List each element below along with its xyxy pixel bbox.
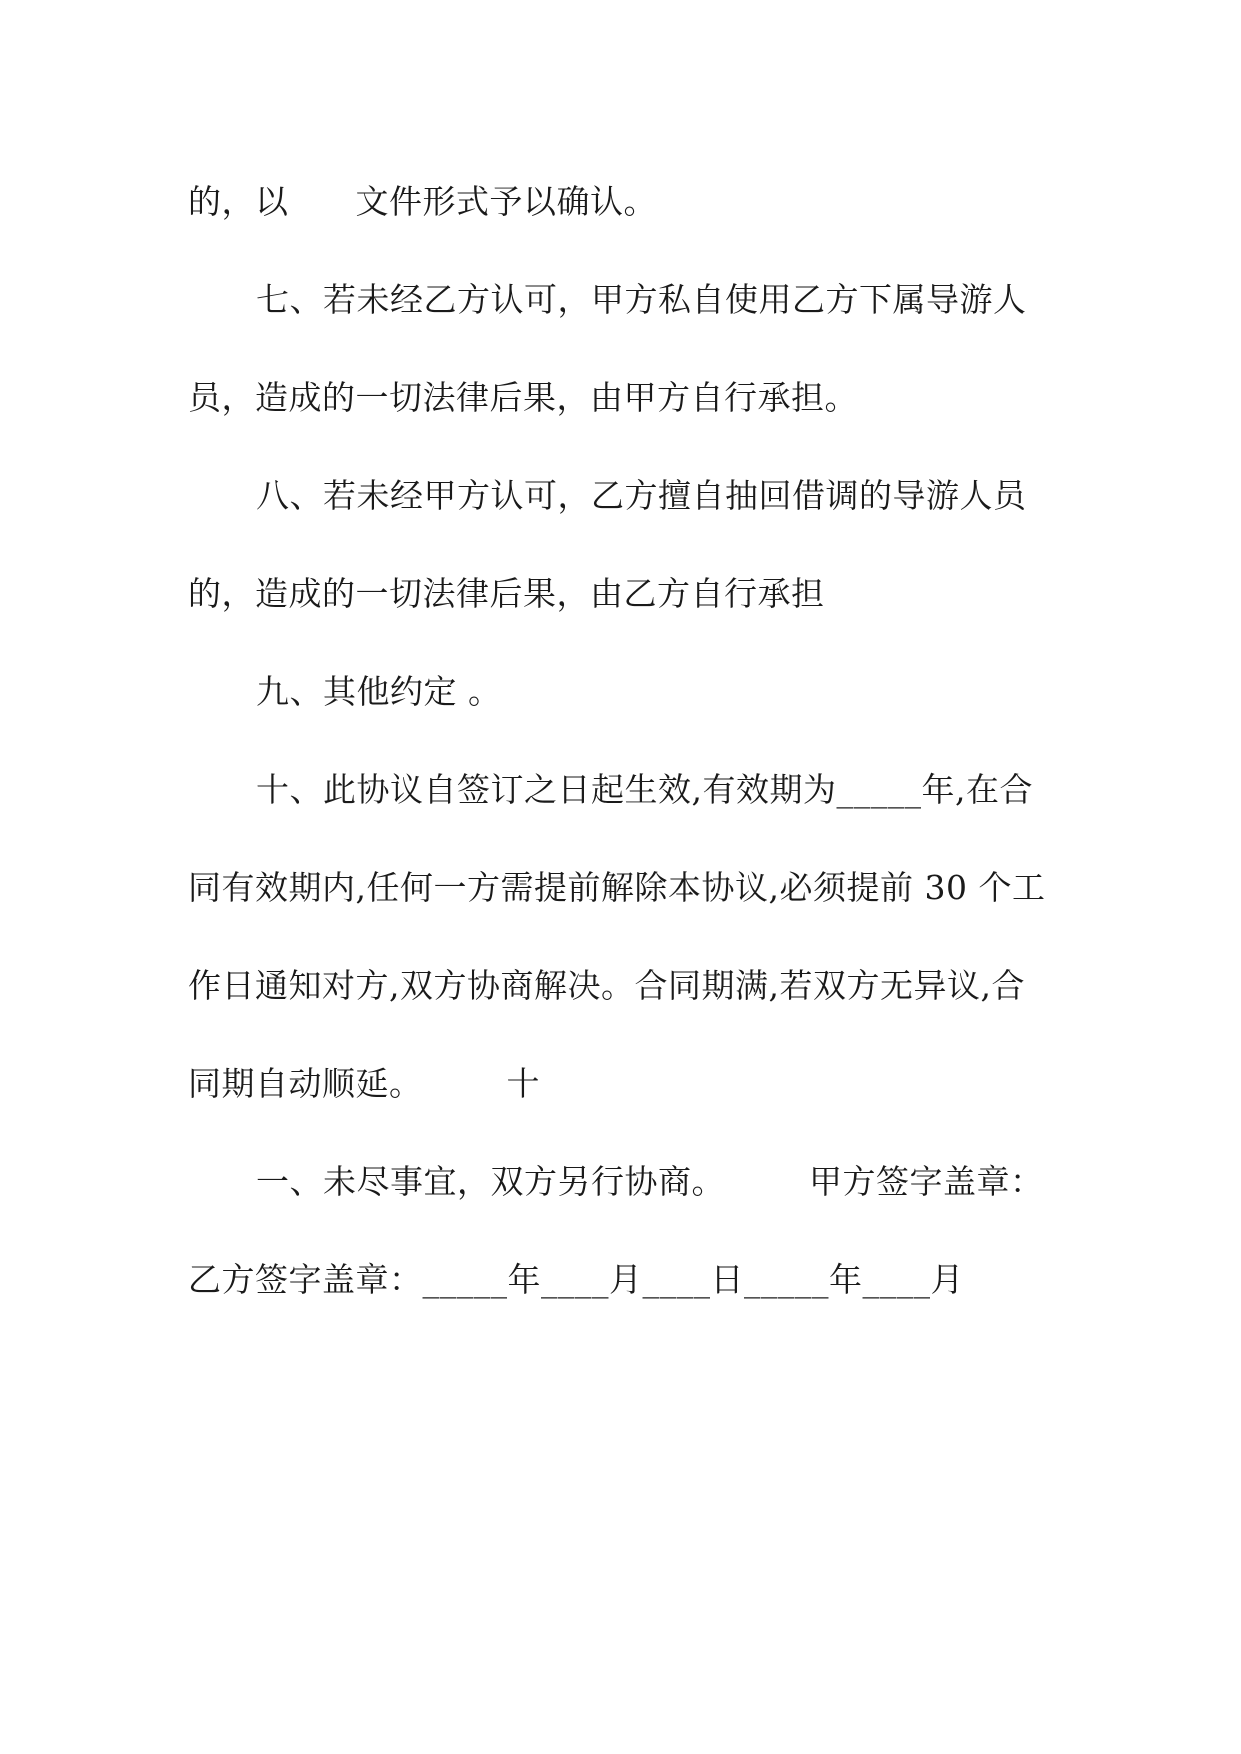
clause-10-line-3: 作日通知对方,双方协商解决。合同期满,若双方无异议,合 bbox=[188, 966, 1025, 1005]
clause-11-line: 一、未尽事宜，双方另行协商。 甲方签字盖章： bbox=[256, 1162, 1044, 1201]
clause-10-line-2: 同有效期内,任何一方需提前解除本协议,必须提前 30 个工 bbox=[188, 868, 1046, 907]
text-line-1: 的，以 文件形式予以确认。 bbox=[188, 182, 657, 221]
clause-10-line-1: 十、此协议自签订之日起生效,有效期为_____年,在合 bbox=[256, 770, 1033, 809]
clause-10-line-4: 同期自动顺延。 十 bbox=[188, 1064, 540, 1103]
clause-8-line-1: 八、若未经甲方认可，乙方擅自抽回借调的导游人员 bbox=[256, 476, 1027, 515]
clause-7-line-1: 七、若未经乙方认可，甲方私自使用乙方下属导游人 bbox=[256, 280, 1027, 319]
clause-7-line-2: 员，造成的一切法律后果，由甲方自行承担。 bbox=[188, 378, 858, 417]
signature-date-line: 乙方签字盖章：_____年____月____日_____年____月 bbox=[188, 1260, 964, 1299]
clause-9-line: 九、其他约定 。 bbox=[256, 672, 502, 711]
clause-8-line-2: 的，造成的一切法律后果，由乙方自行承担 bbox=[188, 574, 825, 613]
